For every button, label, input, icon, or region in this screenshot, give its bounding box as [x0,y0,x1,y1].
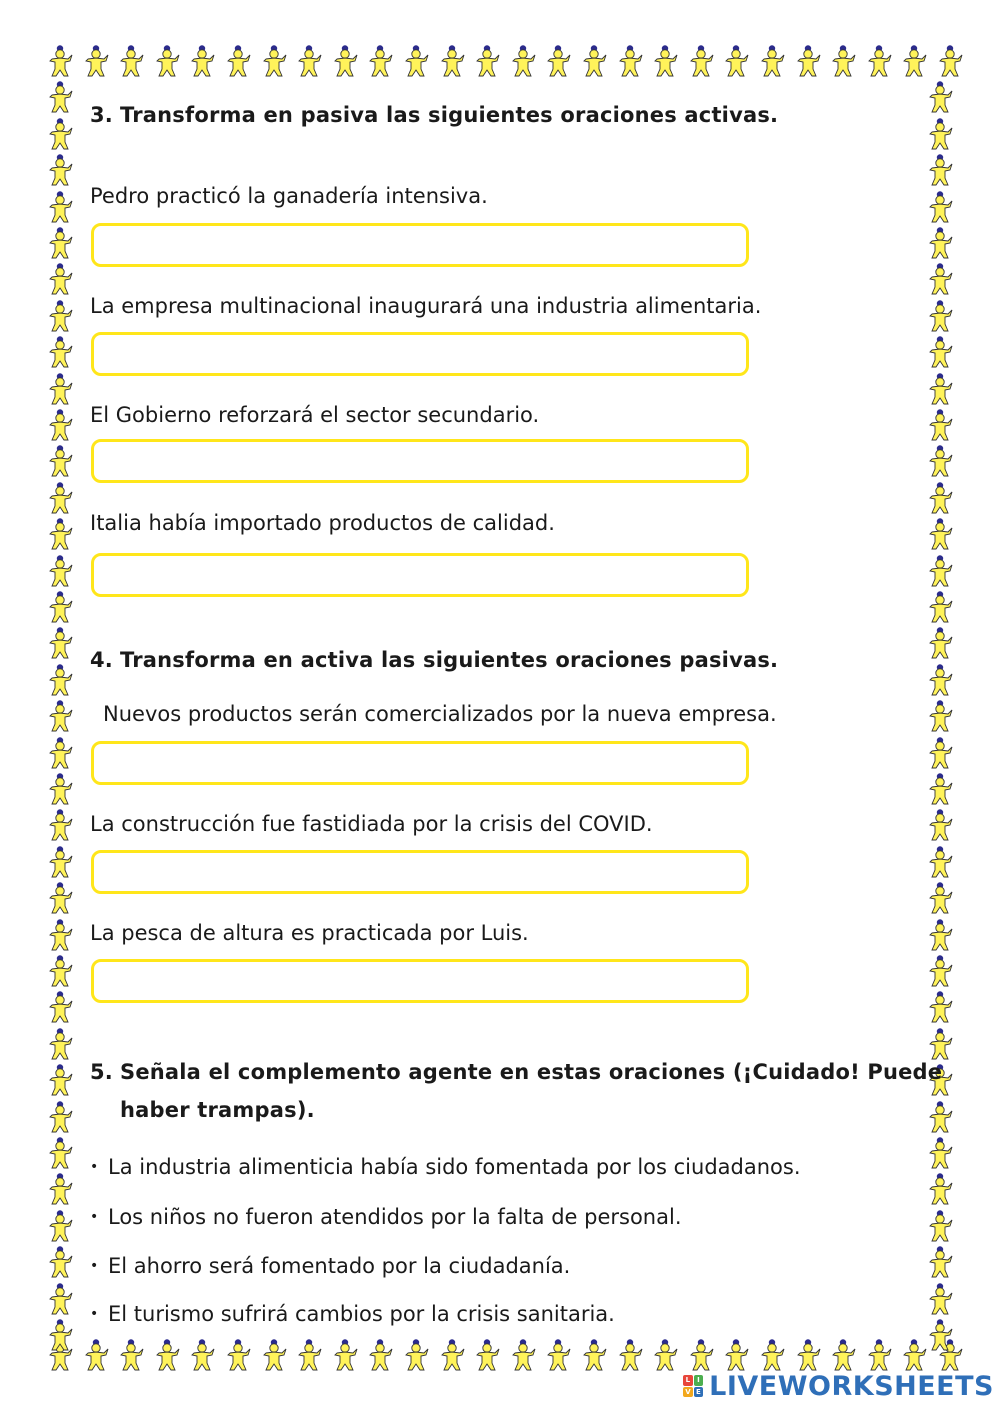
cheering-figure-icon [48,1100,74,1134]
cheering-figure-icon [928,554,954,588]
cheering-figure-icon [48,736,74,770]
cheering-figure-icon [928,117,954,151]
cheering-figure-icon [155,44,181,78]
cheering-figure-icon [48,808,74,842]
liveworksheets-brand: LIVEWORKSHEETS [709,1370,994,1402]
cheering-figure-icon [262,44,288,78]
cheering-figure-icon [404,44,430,78]
cheering-figure-icon [48,918,74,952]
cheering-figure-icon [760,44,786,78]
cheering-figure-icon [48,1172,74,1206]
answer-input-3-4[interactable] [91,553,749,597]
cheering-figure-icon [368,1338,394,1372]
answer-input-4-1[interactable] [91,741,749,785]
cheering-figure-icon [48,626,74,660]
bullet: • [90,1258,99,1274]
cheering-figure-icon [475,44,501,78]
cheering-figure-icon [48,1209,74,1243]
answer-input-4-3[interactable] [91,959,749,1003]
section-5-item-2-text[interactable]: Los niños no fueron atendidos por la falta de personal. [108,1205,682,1229]
cheering-figure-icon [297,44,323,78]
cheering-figure-icon [928,808,954,842]
cheering-figure-icon [928,699,954,733]
cheering-figure-icon [928,408,954,442]
answer-input-4-2[interactable] [91,850,749,894]
section-5-item-2[interactable] [90,1205,682,1229]
cheering-figure-icon [546,1338,572,1372]
cheering-figure-icon [902,44,928,78]
cheering-figure-icon [928,1136,954,1170]
cheering-figure-icon [48,1245,74,1279]
cheering-figure-icon [333,1338,359,1372]
badge-letter: V [683,1387,693,1398]
cheering-figure-icon [48,1282,74,1316]
cheering-figure-icon [902,1338,928,1372]
cheering-figure-icon [226,1338,252,1372]
cheering-figure-icon [404,1338,430,1372]
cheering-figure-icon [48,444,74,478]
cheering-figure-icon [48,1136,74,1170]
bullet: • [90,1159,99,1175]
section-5-number: 5. [90,1060,113,1084]
cheering-figure-icon [48,117,74,151]
cheering-figure-icon [867,44,893,78]
section-4-number: 4. [90,648,113,672]
section-3-sentence-4: Italia había importado productos de calidad. [90,511,555,535]
cheering-figure-icon [928,881,954,915]
cheering-figure-icon [48,299,74,333]
cheering-figure-icon [190,1338,216,1372]
section-5-item-3-text[interactable]: El ahorro será fomentado por la ciudadanía. [108,1254,571,1278]
cheering-figure-icon [48,44,74,78]
section-5-item-1-text[interactable]: La industria alimenticia había sido fomentada por los ciudadanos. [108,1155,801,1179]
cheering-figure-icon [582,44,608,78]
cheering-figure-icon [928,918,954,952]
cheering-figure-icon [297,1338,323,1372]
bullet: • [90,1209,99,1225]
cheering-figure-icon [928,80,954,114]
cheering-figure-icon [928,335,954,369]
liveworksheets-logo[interactable] [683,1369,994,1403]
cheering-figure-icon [928,954,954,988]
cheering-figure-icon [84,44,110,78]
cheering-figure-icon [190,44,216,78]
cheering-figure-icon [48,1063,74,1097]
cheering-figure-icon [440,1338,466,1372]
section-5-item-3[interactable] [90,1254,570,1278]
cheering-figure-icon [48,590,74,624]
cheering-figure-icon [48,481,74,515]
cheering-figure-icon [760,1338,786,1372]
liveworksheets-badge-icon [683,1375,703,1397]
section-3-title: Transforma en pasiva las siguientes oraciones activas. [120,103,779,127]
cheering-figure-icon [48,517,74,551]
badge-letter: I [694,1375,704,1386]
section-5-title-line-1: Señala el complemento agente en estas oraciones (¡Cuidado! Puede [120,1060,943,1084]
cheering-figure-icon [511,44,537,78]
cheering-figure-icon [928,772,954,806]
section-3-sentence-1: Pedro practicó la ganadería intensiva. [90,184,488,208]
cheering-figure-icon [48,80,74,114]
answer-input-3-2[interactable] [91,332,749,376]
section-3-sentence-3: El Gobierno reforzará el sector secundario. [90,403,540,427]
cheering-figure-icon [796,44,822,78]
cheering-figure-icon [119,1338,145,1372]
bullet: • [90,1306,99,1322]
cheering-figure-icon [928,226,954,260]
cheering-figure-icon [368,44,394,78]
section-3-number: 3. [90,103,113,127]
cheering-figure-icon [928,1172,954,1206]
cheering-figure-icon [440,44,466,78]
cheering-figure-icon [48,881,74,915]
cheering-figure-icon [48,335,74,369]
cheering-figure-icon [155,1338,181,1372]
cheering-figure-icon [48,408,74,442]
cheering-figure-icon [928,1100,954,1134]
cheering-figure-icon [618,44,644,78]
cheering-figure-icon [928,481,954,515]
cheering-figure-icon [928,153,954,187]
cheering-figure-icon [48,262,74,296]
section-4-sentence-1: Nuevos productos serán comercializados por la nueva empresa. [103,702,777,726]
cheering-figure-icon [928,262,954,296]
cheering-figure-icon [928,190,954,224]
cheering-figure-icon [928,990,954,1024]
cheering-figure-icon [653,44,679,78]
cheering-figure-icon [48,226,74,260]
cheering-figure-icon [928,663,954,697]
cheering-figure-icon [928,1027,954,1061]
cheering-figure-icon [48,772,74,806]
cheering-figure-icon [48,190,74,224]
cheering-figure-icon [618,1338,644,1372]
section-5-title-line-2: haber trampas). [120,1098,315,1122]
cheering-figure-icon [48,990,74,1024]
cheering-figure-icon [724,1338,750,1372]
cheering-figure-icon [831,1338,857,1372]
cheering-figure-icon [867,1338,893,1372]
cheering-figure-icon [511,1338,537,1372]
cheering-figure-icon [938,44,964,78]
section-5-item-4[interactable] [90,1302,615,1326]
cheering-figure-icon [84,1338,110,1372]
badge-letter: L [683,1375,693,1386]
cheering-figure-icon [928,626,954,660]
cheering-figure-icon [928,372,954,406]
cheering-figure-icon [928,1245,954,1279]
cheering-figure-icon [689,44,715,78]
cheering-figure-icon [546,44,572,78]
cheering-figure-icon [928,517,954,551]
section-4-sentence-3: La pesca de altura es practicada por Luis. [90,921,529,945]
badge-letter: E [694,1387,704,1398]
section-4-heading [90,648,778,672]
cheering-figure-icon [226,44,252,78]
cheering-figure-icon [796,1338,822,1372]
cheering-figure-icon [48,153,74,187]
cheering-figure-icon [119,44,145,78]
cheering-figure-icon [262,1338,288,1372]
cheering-figure-icon [928,1209,954,1243]
cheering-figure-icon [48,699,74,733]
cheering-figure-icon [48,663,74,697]
cheering-figure-icon [831,44,857,78]
cheering-figure-icon [928,299,954,333]
section-5-item-4-text[interactable]: El turismo sufrirá cambios por la crisis sanitaria. [108,1302,615,1326]
section-5-heading [90,1060,942,1084]
cheering-figure-icon [928,1282,954,1316]
cheering-figure-icon [928,845,954,879]
answer-input-3-3[interactable] [91,439,749,483]
cheering-figure-icon [475,1338,501,1372]
cheering-figure-icon [48,1318,74,1352]
cheering-figure-icon [928,590,954,624]
section-5-item-1[interactable] [90,1155,801,1179]
section-4-sentence-2: La construcción fue fastidiada por la crisis del COVID. [90,812,653,836]
cheering-figure-icon [48,372,74,406]
cheering-figure-icon [653,1338,679,1372]
cheering-figure-icon [928,736,954,770]
cheering-figure-icon [48,954,74,988]
answer-input-3-1[interactable] [91,223,749,267]
section-4-title: Transforma en activa las siguientes oraciones pasivas. [120,648,779,672]
cheering-figure-icon [928,1318,954,1352]
section-3-heading [90,103,778,127]
cheering-figure-icon [724,44,750,78]
cheering-figure-icon [333,44,359,78]
cheering-figure-icon [582,1338,608,1372]
cheering-figure-icon [48,1027,74,1061]
cheering-figure-icon [48,845,74,879]
section-5-heading-cont [120,1098,315,1122]
cheering-figure-icon [48,554,74,588]
cheering-figure-icon [928,444,954,478]
cheering-figure-icon [689,1338,715,1372]
section-3-sentence-2: La empresa multinacional inaugurará una industria alimentaria. [90,294,762,318]
